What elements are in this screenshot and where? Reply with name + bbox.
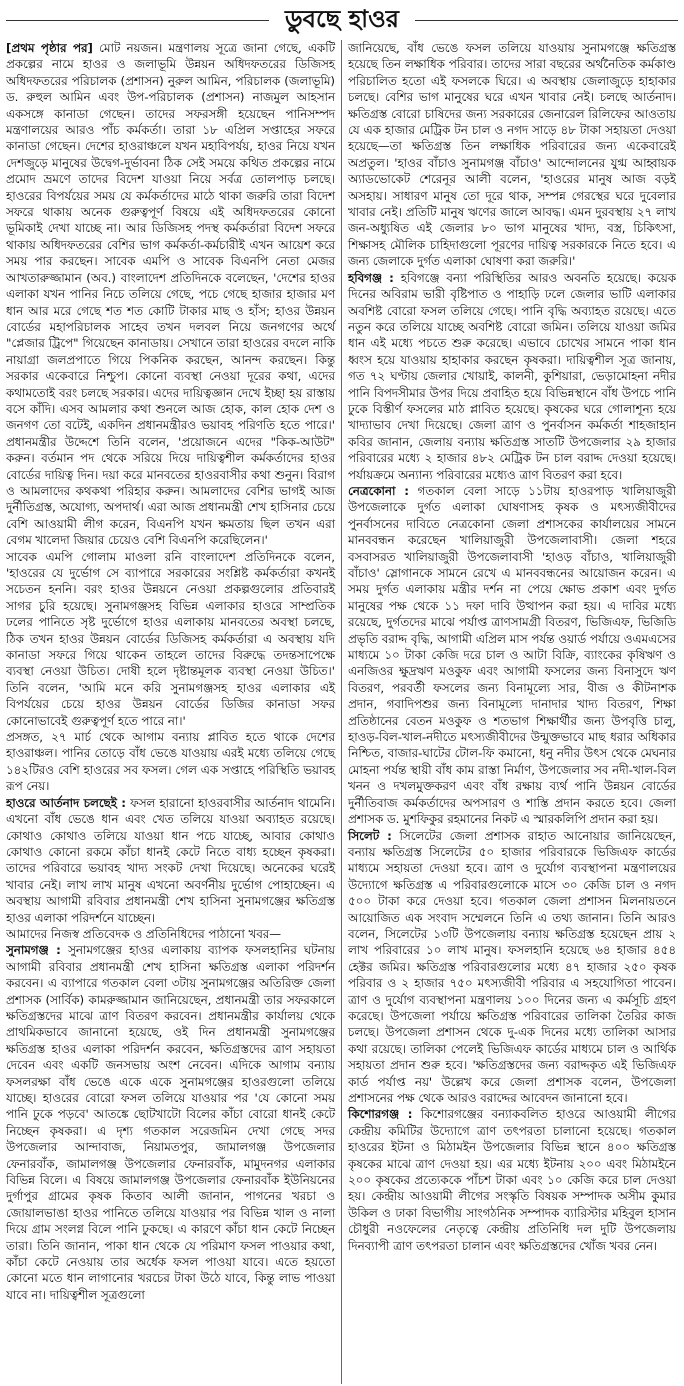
paragraph-lead: কিশোরগঞ্জ :	[348, 1107, 413, 1122]
paragraph-text: সাবেক এমপি গোলাম মাওলা রনি বাংলাদেশ প্রতিদিনকে বলেন, 'হাওরের যে দুর্ভোগ সে ব্যাপারে সরকারের সংশ্লিষ্ট কর্মকর্তারা কখনই সচেতন হননি। বরং হাওর উন্নয়নে নেওয়া প্রকল্পগুলোর প্রতিবারই সাগর চুরি হয়েছে। সুনামগঞ্জসহ বিভিন্ন এলাকার হাওরে সাম্প্রতিক ঢলের পানিতে সৃষ্ট দুর্ভোগে হাওর এলাকায় মানবতের অবস্থা চলছে, ঠিক তখন হাওর উন্নয়ন বোর্ডের ডিজিসহ কর্মকর্তারা এ অবস্থায় যদি কানাডা সফরে গিয়ে থাকেন তাহলে তাদের বিরুদ্ধে তদন্তসাপেক্ষে ব্যবস্থা নেওয়া উচিত। দোষী হলে দৃষ্টান্তমূলক ব্যবস্থা নেওয়া উচিত।' তিনি বলেন, 'আমি মনে করি সুনামগঞ্জসহ হাওর এলাকার এই বিপর্যয়ের চেয়ে হাওর উন্নয়ন বোর্ডের ডিজির কানাডা সফর কোনোভাবেই গুরুত্বপূর্ণ হতে পারে না।'	[6, 549, 335, 728]
article-paragraph	[348, 40, 676, 270]
paragraph-text: আমাদের নিজস্ব প্রতিবেদক ও প্রতিনিধিদের পাঠানো খবর—	[6, 926, 282, 941]
article-paragraph	[6, 729, 335, 795]
headline: ডুবছে হাওর	[269, 4, 415, 34]
paragraph-text: সুনামগঞ্জের হাওর এলাকায় ব্যাপক ফসলহানির ঘটনায় আগামী রবিবার প্রধানমন্ত্রী শেখ হাসিনা ক্ষতিগ্রস্ত এলাকা পরিদর্শন করবেন। এ ব্যাপারে গতকাল বেলা ৩টায় সুনামগঞ্জের অতিরিক্ত জেলা প্রশাসক (সার্বিক) কামরুজ্জামান জানিয়েছেন, প্রধানমন্ত্রী তার সফরকালে ক্ষতিগ্রস্তদের মাঝে ত্রাণ বিতরণ করবেন। প্রধানমন্ত্রীর কার্যালয় থেকে প্রাথমিকভাবে জানানো হয়েছে, ওই দিন প্রধানমন্ত্রী সুনামগঞ্জের ক্ষতিগ্রস্ত হাওর এলাকা পরিদর্শন করবেন, ক্ষতিগ্রস্তদের ত্রাণ সহায়তা দেবেন এবং একটি জনসভায় অংশ নেবেন। এদিকে আগাম বন্যায় ফসলরক্ষা বাঁধ ভেঙে একে একে সুনামগঞ্জের হাওরগুলো তলিয়ে যাচ্ছে। হাওরের বোরো ফসল তলিয়ে যাওয়ার পর 'যে কোনো সময় পানি ঢুকে পড়বে' আতঙ্কে ছোটখাটো বিলের কাঁচা বোরো ধানই কেটে নিচ্ছেন কৃষকরা। এ দৃশ্য গতকাল সরেজমিন দেখা গেছে সদর উপজেলার আন্দাবাজ, নিয়ামতপুর, জামালগঞ্জ উপজেলার ফেনারবাঁক, জামালগঞ্জ উপজেলার ফেনারবাঁক, মামুদনগর এলাকার বিভিন্ন বিলে। এ বিষয়ে জামালগঞ্জ উপজেলার ফেনারবাঁক ইউনিয়নের দুর্গাপুর গ্রামের কৃষক কিতাব আলী জানান, পাগনের খরচা ও জোয়ালভাঙা হাওর পানিতে তলিয়ে যাওয়ার পর বিভিন্ন খাল ও নালা দিয়ে গ্রাম সংলগ্ন বিলে পানি ঢুকছে। এ কারণে কাঁচা ধান কেটে নিচ্ছেন তারা। তিনি জানান, পাকা ধান থেকে যে পরিমাণ ফসল পাওয়ার কথা, কাঁচা কেটে নেওয়ায় তার অর্ধেক ফসল পাওয়া যাবে। এতে হয়তো কোনো মতে ধান লাগানোর খরচের টাকা উঠে যাবে, কিন্তু লাভ পাওয়া যাবে না। দায়িত্বশীল সূত্রগুলো	[6, 943, 335, 1302]
article-paragraph	[348, 270, 676, 483]
paragraph-text: ফসল হারানো হাওরবাসীর আর্তনাদ থামেনি। এখনো বাঁধ ভেঙে ধান এবং খেত তলিয়ে যাওয়া অব্যাহত রয়েছে। কোথাও কোথাও তলিয়ে যাওয়া ধান পচে যাচ্ছে, আবার কোথাও কোথাও কোনো রকমে কাঁচা ধানই কেটে নিতে বাধ্য হচ্ছেন কৃষকরা। তাদের পরিবারে ভয়াবহ খাদ্য সংকট দেখা দিয়েছে। অনেকের ঘরেই খাবার নেই। লাখ লাখ মানুষ এখনো অবর্ণনীয় দুর্ভোগ পোহাচ্ছেন। এ অবস্থায় আগামী রবিবার প্রধানমন্ত্রী শেখ হাসিনা সুনামগঞ্জের ক্ষতিগ্রস্ত হাওর এলাকা পরিদর্শনে যাচ্ছেন।	[6, 795, 335, 925]
paragraph-text: সিলেটের জেলা প্রশাসক রাহাত আনোয়ার জানিয়েছেন, বন্যায় ক্ষতিগ্রস্ত সিলেটের ৫০ হাজার পরিবারকে ভিজিএফ কার্ডের মাধ্যমে সহায়তা দেওয়া হবে। ত্রাণ ও দুর্যোগ ব্যবস্থাপনা মন্ত্রণালয়ের উদ্যোগে ক্ষতিগ্রস্ত এ পরিবারগুলোকে মাসে ৩০ কেজি চাল ও নগদ ৫০০ টাকা করে দেওয়া হবে। গতকাল জেলা প্রশাসন মিলনায়তনে আয়োজিত এক সংবাদ সম্মেলনে তিনি এ তথ্য জানান। তিনি আরও বলেন, সিলেটের ১৩টি উপজেলায় বন্যায় ক্ষতিগ্রস্ত হয়েছেন প্রায় ২ লাখ পরিবারের ১০ লাখ মানুষ। ফসলহানি হয়েছে ৬৪ হাজার ৪৫৪ হেক্টর জমির। ক্ষতিগ্রস্ত পরিবারগুলোর মধ্যে ৪৭ হাজার ২৫০ কৃষক পরিবার ও ২ হাজার ৭৫০ মৎস্যজীবী পরিবার এ সহযোগিতা পাবেন। ত্রাণ ও দুর্যোগ ব্যবস্থাপনা মন্ত্রণালয় ১০০ দিনের জন্য এ কর্মসূচি গ্রহণ করেছে। উপজেলা পর্যায়ে ক্ষতিগ্রস্ত পরিবারের তালিকা তৈরির কাজ চলছে। উপজেলা প্রশাসন থেকে দু-এক দিনের মধ্যে তালিকা আসার কথা রয়েছে। তালিকা পেলেই ভিজিএফ কার্ডের মাধ্যমে চাল ও আর্থিক সহায়তা প্রদান শুরু হবে। 'ক্ষতিগ্রস্তদের জন্য বরাদ্দকৃত এই ভিজিএফ কার্ড পর্যাপ্ত নয়' উল্লেখ করে জেলা প্রশাসক বলেন, উপজেলা প্রশাসনের পক্ষ থেকে আরও বরাদ্দের আবেদন জানানো হবে।	[348, 828, 676, 1105]
paragraph-lead: নেত্রকোনা :	[348, 483, 409, 498]
paragraph-text: গতকাল বেলা সাড়ে ১১টায় হাওরপাড় খালিয়াজুরী উপজেলাকে দুর্গত এলাকা ঘোষণাসহ কৃষক ও মৎস্যজীবীদের পুনর্বাসনের দাবিতে নেত্রকোনা জেলা প্রশাসকের কার্যালয়ের সামনে মানববন্ধন করেছেন খালিয়াজুরী উপজেলাবাসী। জেলা শহরে বসবাসরত খালিয়াজুরী উপজেলাবাসী 'হাওড় বাঁচাও, খালিয়াজুরী বাঁচাও' স্লোগানকে সামনে রেখে এ মানববন্ধনের আয়োজন করেন। এ সময় দুর্গত এলাকায় মন্ত্রীর দর্শন না পেয়ে ক্ষোভ প্রকাশ এবং দুর্গত মানুষের পক্ষ থেকে ১১ দফা দাবি উত্থাপন করা হয়। এ দাবির মধ্যে রয়েছে, দুর্গতদের মাঝে পর্যাপ্ত ত্রাণসামগ্রী বিতরণ, ভিজিএফ, ভিজিডি প্রভৃতি বরাদ্দ বৃদ্ধি, আগামী এপ্রিল মাস পর্যন্ত ওয়ার্ড পর্যায়ে ওএমএসের মাধ্যমে ১০ টাকা কেজি দরে চাল ও আটা বিক্রি, ব্যাংকের কৃষিঋণ ও এনজিওর ক্ষুদ্রঋণ মওকুফ এবং আগামী ফসলের জন্য বিনাসুদে ঋণ বিতরণ, পরবর্তী ফসলের জন্য বিনামূল্যে সার, বীজ ও কীটনাশক প্রদান, গবাদিপশুর জন্য বিনামূল্যে দানাদার খাদ্য বিতরণ, শিক্ষা প্রতিষ্ঠানের বেতন মওকুফ ও শতভাগ শিক্ষার্থীর জন্য উপবৃত্তি চালু, হাওড়-বিল-খাল-নদীতে মৎস্যজীবীদের উন্মুক্তভাবে মাছ ধরার অধিকার নিশ্চিত, বাজার-ঘাটের টোল-ফি কমানো, ধনু নদীর উৎস থেকে মেঘনার মোহনা পর্যন্ত স্থায়ী বাঁধ কাম রাস্তা নির্মাণ, উপজেলার সব নদী-খাল-বিল খনন ও দখলমুক্তকরণ এবং বাঁধ রক্ষায় ব্যর্থ পানি উন্নয়ন বোর্ডের দুর্নীতিবাজ কর্মকর্তাদের অপসারণ ও শাস্তি প্রদান করতে হবে। জেলা প্রশাসক ড. মুশফিকুর রহমানের নিকট এ স্মারকলিপি প্রদান করা হয়।	[348, 483, 676, 827]
right-column	[341, 40, 676, 1384]
article-paragraph	[348, 828, 676, 1107]
paragraph-lead: হবিগঞ্জ :	[348, 270, 394, 285]
article-paragraph	[6, 942, 335, 1303]
paragraph-lead: সুনামগঞ্জ :	[6, 943, 61, 958]
article-paragraph	[6, 926, 335, 942]
article-paragraph	[6, 549, 335, 729]
paragraph-text: জানিয়েছে, বাঁধ ভেঙে ফসল তলিয়ে যাওয়ায় সুনামগঞ্জে ক্ষতিগ্রস্ত হয়েছে তিন লক্ষাধিক পরিবার। তাদের সারা বছরের অর্থনৈতিক কর্মকাণ্ড পরিচালিত হতো এই ফসলকে ঘিরে। এ অবস্থায় জেলাজুড়ে হাহাকার চলছে। বেশির ভাগ মানুষের ঘরে এখন খাবার নেই। চলছে আর্তনাদ। ক্ষতিগ্রস্ত বোরো চাষিদের জন্য সরকারের জেনারেল রিলিফের আওতায় যে এক হাজার মেট্রিক টন চাল ও নগদ সাড়ে ৪৮ টাকা সহায়তা দেওয়া হয়েছে—তা ক্ষতিগ্রস্ত তিন লক্ষাধিক পরিবারের জন্য একেবারেই অপ্রতুল। 'হাওর বাঁচাও সুনামগঞ্জ বাঁচাও' আন্দোলনের যুগ্ম আহ্বায়ক অ্যাডভোকেট শেরেনূর আলী বলেন, 'হাওরের মানুষ আজ বড়ই অসহায়। সাধারণ মানুষ তো দূরে থাক, সম্পন্ন গেরস্থের ঘরে দুবেলার খাবার নেই। প্রতিটি মানুষ ঋণের জালে আবদ্ধ। এমন দুরবস্থায় ২৭ লাখ জন-অধ্যুষিত এই জেলার ৮০ ভাগ মানুষের খাদ্য, বস্ত্র, চিকিৎসা, শিক্ষাসহ মৌলিক চাহিদাগুলো পূরণের দায়িত্ব সরকারকে নিতে হবে। এ জন্য জেলাকে দুর্গত এলাকা ঘোষণা করা জরুরি।'	[348, 41, 676, 269]
headline-row	[6, 4, 678, 36]
paragraph-lead: সিলেট :	[348, 828, 392, 843]
paragraph-text: মোট নয়জন। মন্ত্রণালয় সূত্রে জানা গেছে, একটি প্রকল্পের নামে হাওর ও জলাভূমি উন্নয়ন অধিদফতরের ডিজিসহ অধিদফতরের পরিচালক (প্রশাসন) নুরুল আমিন, পরিচালক (জলাভূমি) ড. রুহুল আমিন এবং উপ-পরিচালক (প্রশাসন) নাজমুল আহসান একসঙ্গে কানাডা গেছেন। তাদের সফরসঙ্গী হয়েছেন পানিসম্পদ মন্ত্রণালয়ের আরও পাঁচ কর্মকর্তা। তারা ১৮ এপ্রিল সপ্তাহের সফরে কানাডা গেছেন। দেশের হাওরাঞ্চলে যখন মহাবিপর্যয়, হাওর নিয়ে যখন দেশজুড়ে মানুষের উদ্বেগ-দুর্ভাবনা ঠিক সেই সময়ে কথিত প্রকল্পের নামে প্রমোদ ভ্রমণে তাদের বিদেশ যাওয়া নিয়ে সর্বত্র তোলপাড় চলছে। হাওরের বিপর্যয়ের সময় যে কর্মকর্তাদের মাঠে থাকা জরুরি তারা বিদেশ সফরে থাকায় অনেক গুরুত্বপূর্ণ বিষয়ে এই অধিদফতরের কোনো ভূমিকাই দেখা যাচ্ছে না। আর ডিজিসহ পদস্থ কর্মকর্তারা বিদেশ সফরে থাকায় অধিদফতরের বেশির ভাগ কর্মকর্তা-কর্মচারীই এখন আয়েশ করে সময় পার করছেন। সাবেক এমপি ও সাবেক বিএনপি নেতা মেজর আখতারুজ্জামান (অব.) বাংলাদেশ প্রতিদিনকে বলেছেন, 'দেশের হাওর এলাকা যখন পানির নিচে তলিয়ে গেছে, পচে গেছে হাজার হাজার মণ ধান আর মরে গেছে শত শত কোটি টাকার মাছ ও হাঁস; হাওর উন্নয়ন বোর্ডের মহাপরিচালক সাহেব তখন দলবল নিয়ে জনগণের অর্থে "প্লেজার ট্রিপে" গিয়েছেন কানাডায়। সেখানে তারা হাওরের বদলে নাকি নায়াগ্রা জলপ্রপাতে গিয়ে পিকনিক করছেন, আনন্দ করছেন। কিন্তু সরকার একেবারে নিশ্চুপ। কোনো ব্যবস্থা নেওয়া দূরের কথা, এদের কথামতোই বরং চলছে সরকার। এদের দায়িত্বজ্ঞান দেখে ইচ্ছা হয় রাস্তায় বসে কাঁদি। এসব আমলার কথা শুনলে আজ হোক, কাল হোক দেশ ও জনগণ তো বটেই, একদিন প্রধানমন্ত্রীরও ভয়াবহ পরিণতি হতে পারে।' প্রধানমন্ত্রীর উদ্দেশে তিনি বলেন, 'প্রয়োজনে এদের "কিক-আউট" করুন। বর্তমান পদ থেকে সরিয়ে দিয়ে দায়িত্বশীল কর্মকর্তাদের হাওর বোর্ডের দায়িত্ব দিন। দয়া করে মানবতের হাওরবাসীর কথা শুনুন। বিরাগ ও আমলাদের কথকথা পরিহার করুন। আমলাদের বেশির ভাগই আজ দুর্নীতিগ্রস্ত, অযোগ্য, অপদার্থ। এরা আজ প্রধানমন্ত্রী শেখ হাসিনার চেয়ে বেশি আওয়ামী লীগ করেন, বিএনপি যখন ক্ষমতায় ছিল তখন এরা বেগম খালেদা জিয়ার চেয়েও বেশি বিএনপি করেছিলেন।'	[6, 41, 335, 548]
article-paragraph	[348, 483, 676, 828]
article-paragraph	[348, 1106, 676, 1254]
article-paragraph	[6, 40, 335, 549]
paragraph-text: হবিগঞ্জে বন্যা পরিস্থিতির আরও অবনতি হয়েছে। কয়েক দিনের অবিরাম ভারী বৃষ্টিপাত ও পাহাড়ি ঢলে জেলার ভাটি এলাকার অবশিষ্ট বোরো ফসল তলিয়ে গেছে। পানি বৃদ্ধি অব্যাহত রয়েছে। এতে নতুন করে তলিয়ে যাচ্ছে অবশিষ্ট বোরো জমিন। তলিয়ে যাওয়া জমির ধান এই মধ্যে পচতে শুরু করেছে। এভাবে চোখের সামনে পাকা ধান ধ্বংস হয়ে যাওয়ায় হাহাকার করছেন কৃষকরা। দায়িত্বশীল সূত্র জানায়, গত ৭২ ঘণ্টায় জেলার খোয়াই, কালনী, কুশিয়ারা, ভেড়ামোহনা নদীর পানি বিপদসীমার উপর দিয়ে প্রবাহিত হয়ে বিভিন্নস্থানে বাঁধ উপচে পানি ঢুকে বিস্তীর্ণ ফসলের মাঠ প্লাবিত হয়েছে। কৃষকের ঘরে গোলাশূন্য হয়ে খাদ্যাভাব দেখা দিয়েছে। জেলা ত্রাণ ও পুনর্বাসন কর্মকর্তা শাহজাহান কবির জানান, জেলায় বন্যায় ক্ষতিগ্রস্ত সাতটি উপজেলার ২৯ হাজার পরিবারের মধ্যে ২ হাজার ৪৮২ মেট্রিক টন চাল বরাদ্দ দেওয়া হয়েছে। পর্যায়ক্রমে অন্যান্য পরিবারের মধ্যেও ত্রাণ বিতরণ করা হবে।	[348, 270, 676, 482]
left-column	[6, 40, 341, 1384]
article-columns	[6, 40, 678, 1384]
paragraph-text: প্রসঙ্গত, ২৭ মার্চ থেকে আগাম বন্যায় প্লাবিত হতে থাকে দেশের হাওরাঞ্চল। পানির তোড়ে বাঁধ ভেঙে যাওয়ায় এরই মধ্যে তলিয়ে গেছে ১৪২টিরও বেশি হাওরের সব ফসল। গেল এক সপ্তাহে পরিস্থিতি ভয়াবহ রূপ নেয়।	[6, 730, 335, 794]
paragraph-lead: [প্রথম পৃষ্ঠার পর]	[6, 41, 93, 55]
paragraph-text: কিশোরগঞ্জের বন্যাকবলিত হাওরে আওয়ামী লীগের কেন্দ্রীয় কমিটির উদ্যোগে ত্রাণ তৎপরতা চালানো হয়েছে। গতকাল হাওরের ইটনা ও মিঠামইন উপজেলার বিভিন্ন স্থানে ৪০০ ক্ষতিগ্রস্ত কৃষকের মাঝে ত্রাণ দেওয়া হয়। এর মধ্যে ইটনায় ২০০ এবং মিঠামইনে ২০০ কৃষকের প্রত্যেককে পাঁচশ টাকা এবং ১০ কেজি করে চাল দেওয়া হয়। কেন্দ্রীয় আওয়ামী লীগের সংস্কৃতি বিষয়ক সম্পাদক অসীম কুমার উকিল ও ঢাকা বিভাগীয় সাংগঠনিক সম্পাদক ব্যারিস্টার মহিবুল হাসান চৌধুরী নওফেলের নেতৃত্বে কেন্দ্রীয় প্রতিনিধি দল দুটি উপজেলায় দিনব্যাপী ত্রাণ তৎপরতা চালান এবং ক্ষতিগ্রস্তদের খোঁজ খবর নেন।	[348, 1107, 676, 1253]
article-paragraph	[6, 795, 335, 926]
paragraph-lead: হাওরে আর্তনাদ চলছেই :	[6, 795, 126, 810]
